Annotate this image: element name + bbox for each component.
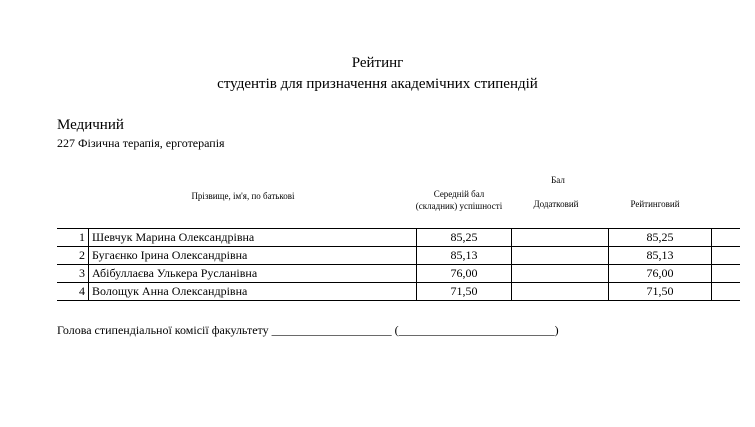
row-number: 4 (57, 283, 89, 301)
rating-table (57, 228, 740, 301)
student-name: Абібуллаєва Улькера Русланівна (89, 265, 417, 283)
average-score: 76,00 (417, 265, 512, 283)
average-score: 85,25 (417, 229, 512, 247)
row-number: 1 (57, 229, 89, 247)
document-title: Рейтинг (351, 55, 404, 71)
student-name: Бугаєнко Ірина Олександрівна (89, 247, 417, 265)
average-score: 71,50 (417, 283, 512, 301)
faculty-name: Медичний (57, 117, 124, 133)
table-row (57, 283, 740, 301)
header-rating: Рейтинговий (630, 199, 680, 209)
additional-score (512, 283, 609, 301)
header-name: Прізвище, ім'я, по батькові (191, 191, 295, 201)
signature-line: Голова стипендіальної комісії факультету ____________________ (__________________________) (57, 323, 559, 337)
rating-score: 76,00 (609, 265, 712, 283)
student-name: Шевчук Марина Олександрівна (89, 229, 417, 247)
rating-score: 85,13 (609, 247, 712, 265)
additional-score (512, 247, 609, 265)
table-row-tail (712, 283, 741, 301)
row-number: 2 (57, 247, 89, 265)
table-row-tail (712, 229, 741, 247)
table-row-tail (712, 265, 741, 283)
table-row (57, 229, 740, 247)
table-row-tail (712, 247, 741, 265)
document-subtitle: студентів для призначення академічних стипендій (217, 76, 538, 92)
header-additional: Додатковий (533, 199, 579, 209)
average-score: 85,13 (417, 247, 512, 265)
additional-score (512, 265, 609, 283)
header-average: Середній бал (складник) успішності (415, 189, 503, 211)
student-name: Волощук Анна Олександрівна (89, 283, 417, 301)
rating-score: 71,50 (609, 283, 712, 301)
table-row (57, 247, 740, 265)
header-bal-group: Бал (551, 175, 565, 185)
row-number: 3 (57, 265, 89, 283)
additional-score (512, 229, 609, 247)
specialty-name: 227 Фізична терапія, ерготерапія (57, 136, 225, 150)
table-row (57, 265, 740, 283)
rating-score: 85,25 (609, 229, 712, 247)
